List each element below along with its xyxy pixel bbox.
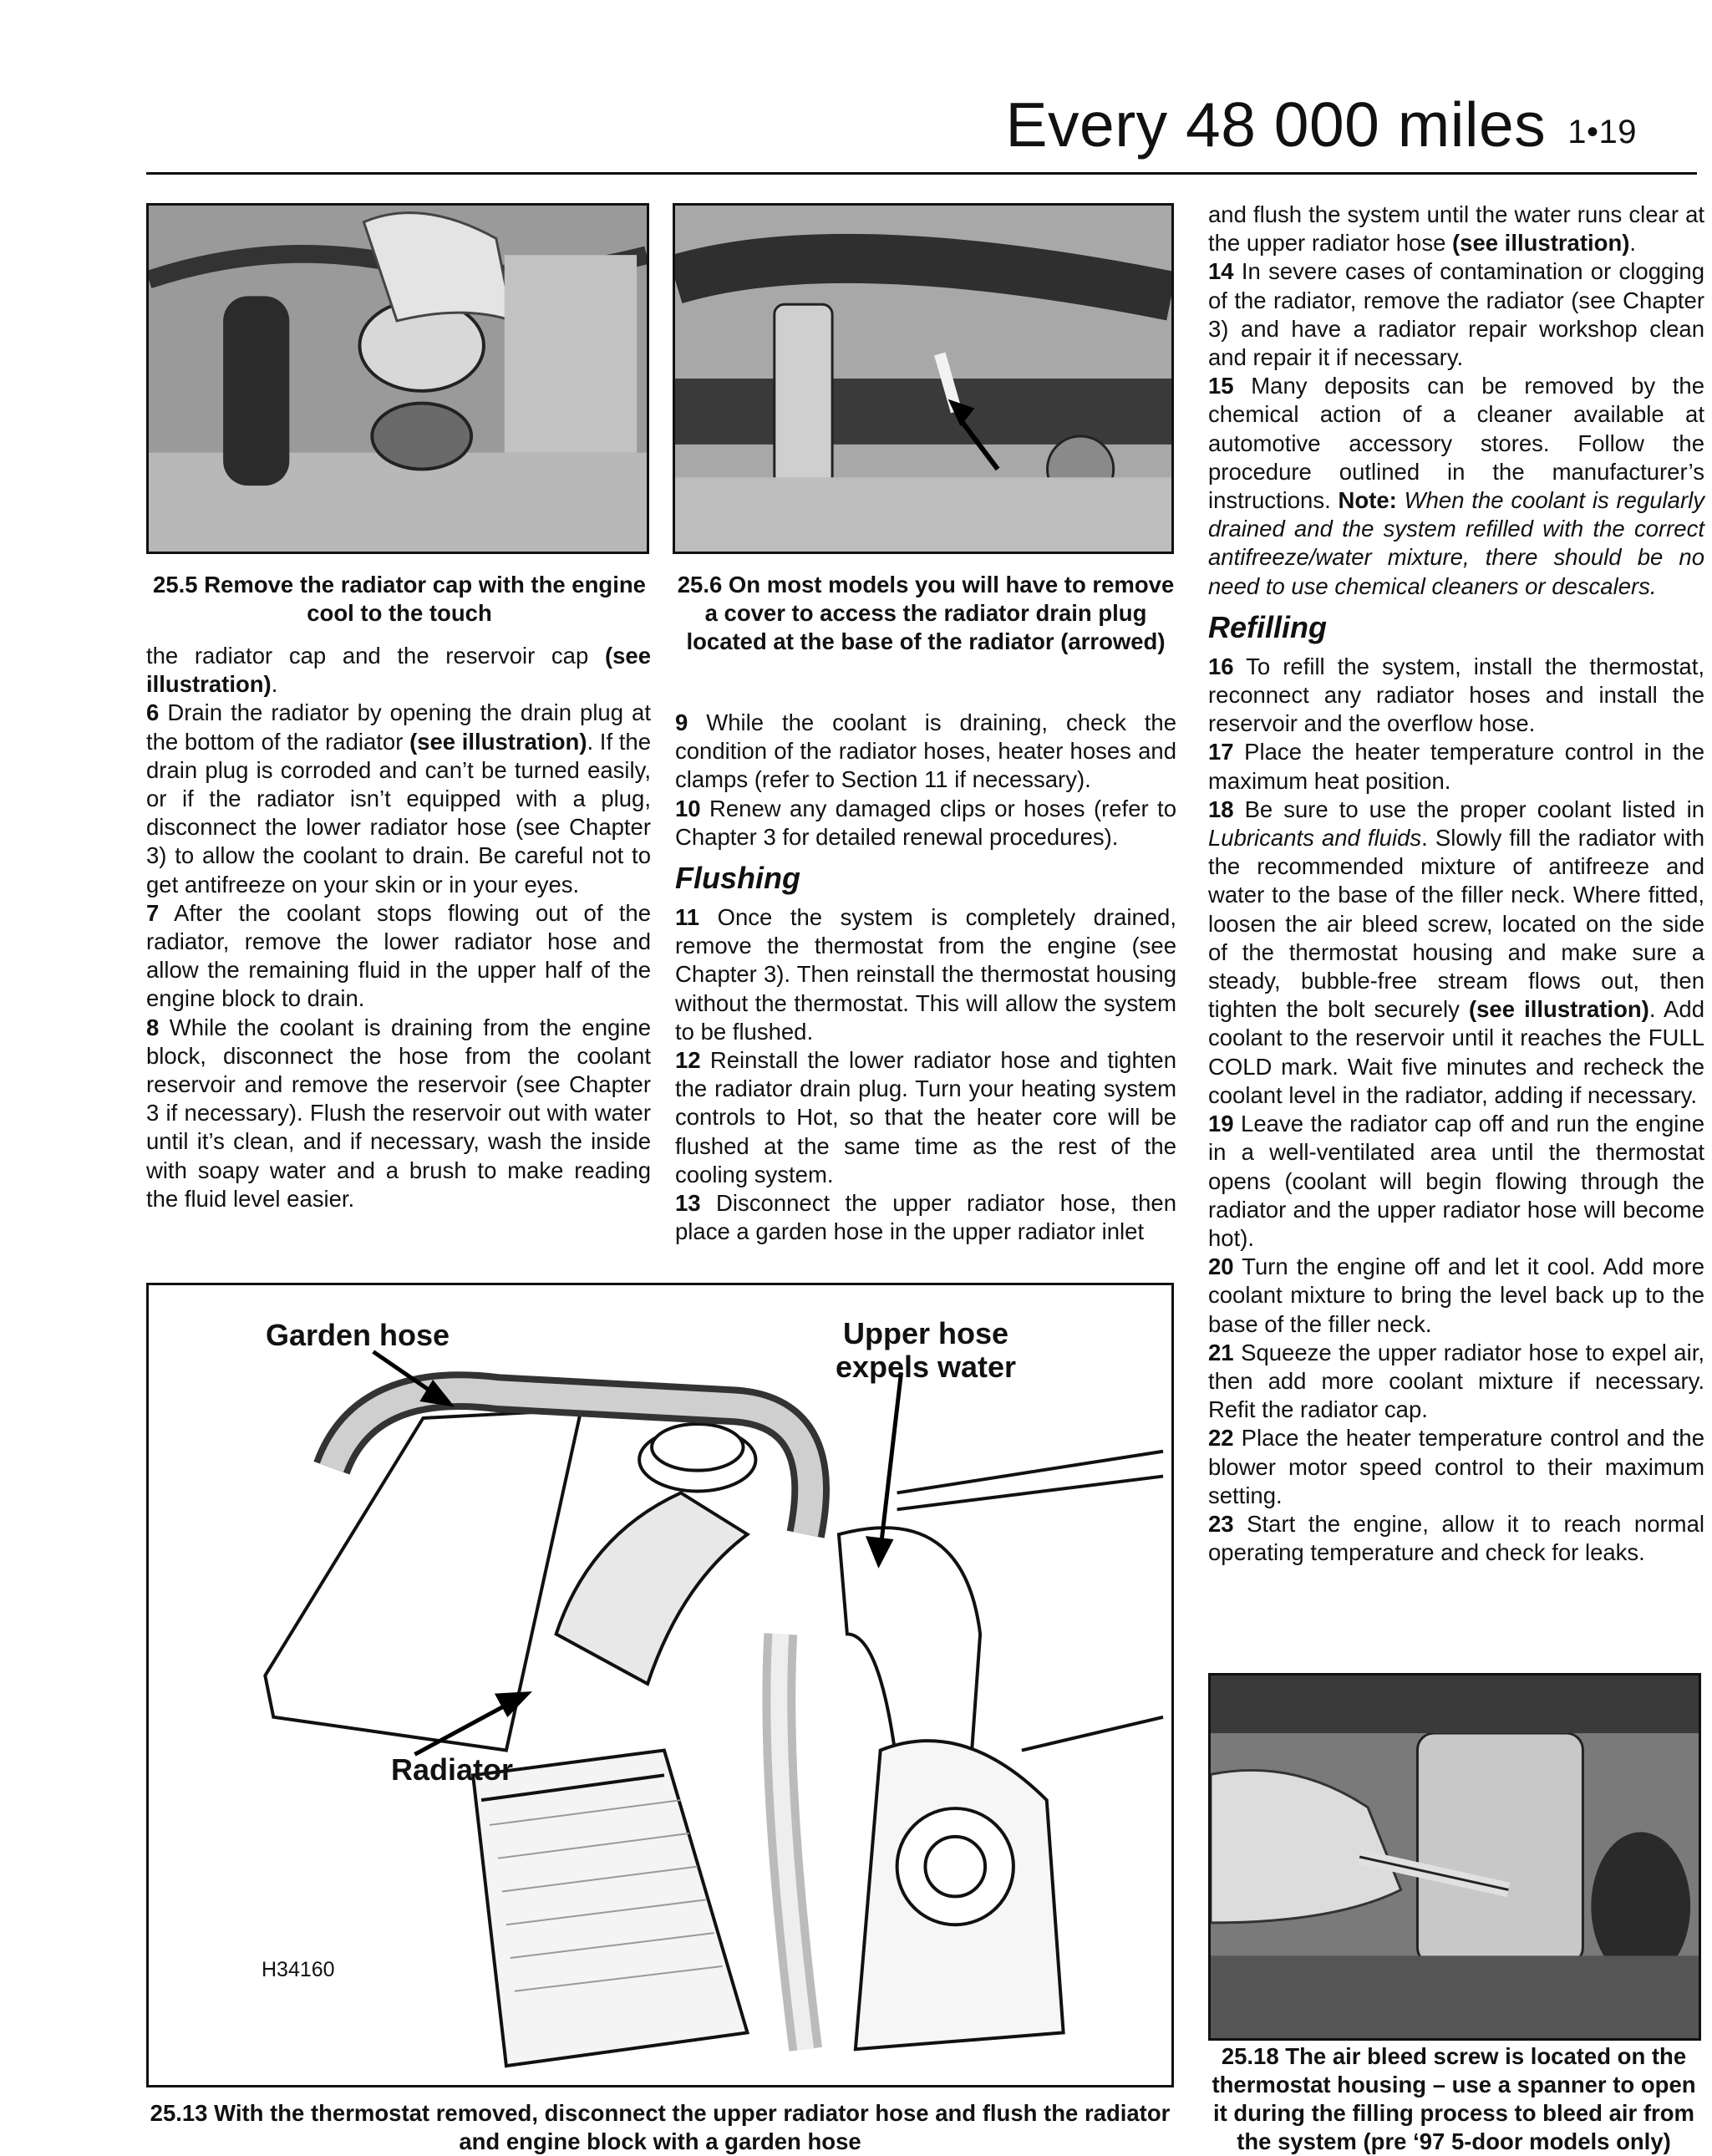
- figure-code: H34160: [262, 1958, 335, 1981]
- para-20: [1208, 1253, 1704, 1339]
- para-16: [1208, 653, 1704, 739]
- text: Drain the radiator by opening the drain plug at the bottom of the radiator: [146, 699, 651, 755]
- text: . Slowly fill the radiator with the recommended mixture of antifreeze and water to the base of the filler neck. Where fitted, loosen the air bleed screw, located on the side of the thermostat housing and make sure a steady, bubble-free stream flows out, then tighten the bolt securely: [1208, 825, 1704, 1023]
- para-number: 18: [1208, 796, 1234, 822]
- text: Turn the engine off and let it cool. Add more coolant mixture to bring the level back up to the base of the filler neck.: [1208, 1253, 1704, 1337]
- text: Squeeze the upper radiator hose to expel air, then add more coolant mixture if necessary. Refit the radiator cap.: [1208, 1339, 1704, 1423]
- para-5-cont: [146, 642, 651, 699]
- text: Many deposits can be removed by the chemical action of a cleaner available at automotive accessory stores. Follow the procedure outlined in the manufacturer’s instructions.: [1208, 373, 1704, 514]
- para-10: [675, 795, 1176, 852]
- para-number: 14: [1208, 258, 1234, 285]
- para-13: [675, 1189, 1176, 1246]
- para-19: [1208, 1110, 1704, 1253]
- para-6: [146, 699, 651, 898]
- para-12: [675, 1046, 1176, 1189]
- column-2: [675, 709, 1176, 1246]
- reference-title: Lubricants and fluids: [1208, 825, 1422, 852]
- column-1: [146, 642, 651, 1213]
- para-7: [146, 899, 651, 1014]
- text: Once the system is completely drained, remove the thermostat from the engine (see Chapter 3). Then reinstall the thermostat housing without the thermostat. This will allow the system to be flushed.: [675, 904, 1176, 1045]
- text: While the coolant is draining, check the condition of the radiator hoses, heater hoses and clamps (refer to Section 11 if necessary).: [675, 709, 1176, 793]
- section-heading-flushing: Flushing: [675, 861, 800, 896]
- see-illustration-ref: (see illustration): [1452, 230, 1630, 257]
- text: Disconnect the upper radiator hose, then place a garden hose in the upper radiator inlet: [675, 1190, 1176, 1245]
- para-number: 15: [1208, 373, 1234, 399]
- para-number: 20: [1208, 1253, 1234, 1280]
- caption-25-18: 25.18 The air bleed screw is located on the thermostat housing – use a spanner to open it during the filling process to bleed air from the system (pre ‘97 5-door models only): [1212, 2043, 1696, 2154]
- para-21: [1208, 1339, 1704, 1425]
- figure-25-13: [146, 1283, 1174, 2087]
- note-label: Note:: [1338, 487, 1397, 514]
- para-number: 22: [1208, 1425, 1234, 1452]
- para-14: [1208, 257, 1704, 372]
- note-text: When the coolant is regularly drained and the system refilled with the correct antifreeze/water mixture, there should be no need to use chemical cleaners or descalers.: [1208, 487, 1704, 599]
- para-number: 10: [675, 795, 701, 821]
- text: and flush the system until the water runs clear at the upper radiator hose: [1208, 201, 1704, 257]
- text: Start the engine, allow it to reach normal operating temperature and check for leaks.: [1208, 1510, 1704, 1566]
- para-11: [675, 903, 1176, 1046]
- para-22: [1208, 1424, 1704, 1510]
- photo-25-5: [146, 203, 649, 554]
- para-number: 23: [1208, 1510, 1234, 1537]
- label-upper-hose-line1: Upper hose: [842, 1316, 1009, 1350]
- photo-25-18: [1208, 1673, 1701, 2041]
- text: Renew any damaged clips or hoses (refer to Chapter 3 for detailed renewal procedures).: [675, 795, 1176, 850]
- text: While the coolant is draining from the engine block, disconnect the hose from the coolant reservoir and remove the reservoir (see Chapter 3 if necessary). Flush the reservoir out with water until it’s clean, and if necessary, wash the inside with soapy water and a brush to make reading the fluid level easier.: [146, 1014, 651, 1212]
- see-illustration-ref: (see illustration): [409, 728, 587, 755]
- label-garden-hose: Garden hose: [266, 1318, 450, 1352]
- photo-25-18-image: [1211, 1675, 1699, 2038]
- label-upper-hose: [800, 1317, 1051, 1384]
- para-number: 11: [675, 904, 700, 931]
- photo-25-5-image: [149, 206, 647, 552]
- see-illustration-ref: (see illustration): [146, 643, 651, 698]
- para-9: [675, 709, 1176, 795]
- text: After the coolant stops flowing out of the radiator, remove the lower radiator hose and allow the remaining fluid in the upper half of the engine block to drain.: [146, 899, 651, 1012]
- text: Place the heater temperature control and the blower motor speed control to their maximum setting.: [1208, 1425, 1704, 1508]
- para-number: 9: [675, 709, 688, 735]
- text: To refill the system, install the thermostat, reconnect any radiator hoses and install the reservoir and the overflow hose.: [1208, 653, 1704, 737]
- para-number: 17: [1208, 739, 1234, 765]
- para-13-cont: [1208, 201, 1704, 257]
- page-title-text: Every 48 000 miles: [1005, 89, 1547, 160]
- para-number: 8: [146, 1014, 160, 1040]
- label-upper-hose-line2: expels water: [835, 1350, 1017, 1384]
- page-number: 1•19: [1567, 114, 1637, 150]
- para-17: [1208, 738, 1704, 795]
- para-number: 16: [1208, 653, 1234, 679]
- para-number: 13: [675, 1190, 701, 1217]
- para-number: 21: [1208, 1339, 1234, 1365]
- section-heading-refilling: Refilling: [1208, 609, 1327, 644]
- column-3: [1208, 201, 1704, 1567]
- text: the radiator cap and the reservoir cap: [146, 643, 605, 669]
- text: Be sure to use the proper coolant listed in: [1233, 796, 1704, 822]
- page-title: [1005, 89, 1637, 160]
- text: Reinstall the lower radiator hose and tighten the radiator drain plug. Turn your heating system controls to Hot, so that the heater core will be flushed at the same time as the rest of the cooling system.: [675, 1047, 1176, 1187]
- caption-25-6: 25.6 On most models you will have to remove a cover to access the radiator drain plug located at the base of the radiator (arrowed): [677, 572, 1175, 654]
- para-23: [1208, 1510, 1704, 1567]
- caption-25-13: 25.13 With the thermostat removed, disconnect the upper radiator hose and flush the radiator and engine block with a garden hose: [150, 2100, 1171, 2154]
- text: In severe cases of contamination or clogging of the radiator, remove the radiator (see Chapter 3) and have a radiator repair workshop clean and repair it if necessary.: [1208, 258, 1704, 371]
- label-radiator: Radiator: [391, 1752, 514, 1787]
- text: .: [1629, 230, 1637, 257]
- text: Place the heater temperature control in the maximum heat position.: [1208, 739, 1704, 794]
- header-rule: [146, 172, 1697, 175]
- text: Leave the radiator cap off and run the engine in a well-ventilated area until the thermostat opens (coolant will begin flowing through the radiator and the upper radiator hose will become hot).: [1208, 1111, 1704, 1251]
- see-illustration-ref: (see illustration): [1468, 996, 1649, 1023]
- para-number: 6: [146, 699, 160, 726]
- para-8: [146, 1014, 651, 1213]
- text: . If the drain plug is corroded and can’t be turned easily, or if the radiator isn’t equipped with a plug, disconnect the lower radiator hose (see Chapter 3) to allow the coolant to drain. Be careful not to get antifreeze on your skin or in your eyes.: [146, 728, 651, 897]
- caption-25-5: 25.5 Remove the radiator cap with the engine cool to the touch: [153, 572, 646, 626]
- photo-25-6-image: [675, 206, 1171, 552]
- photo-25-6: [673, 203, 1174, 554]
- text: .: [271, 671, 278, 698]
- para-number: 19: [1208, 1111, 1234, 1137]
- para-15: [1208, 372, 1704, 601]
- para-number: 7: [146, 899, 160, 926]
- para-number: 12: [675, 1047, 701, 1074]
- text: . Add coolant to the reservoir until it reaches the FULL COLD mark. Wait five minutes and recheck the coolant level in the radiator, adding if necessary.: [1208, 996, 1704, 1108]
- para-18: [1208, 796, 1704, 1110]
